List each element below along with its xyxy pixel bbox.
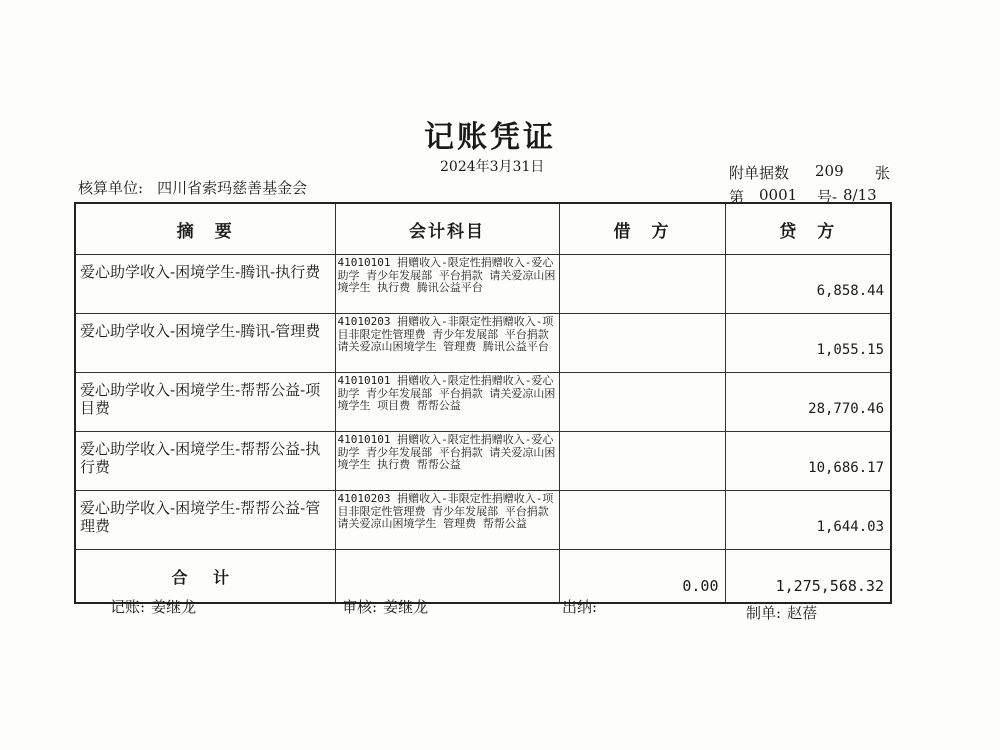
voucher-title: 记账凭证 [424,120,556,155]
row-debit [560,314,725,342]
attachment-label: 附单据数 [729,164,790,182]
row-subject: 41010101 捐赠收入-限定性捐赠收入-爱心助学 青少年发展部 平台捐款 请关爱凉山困境学生 执行费 帮帮公益 [337,433,556,471]
table-row [75,255,891,314]
total-debit: 0.00 [682,577,719,595]
row-credit: 28,770.46 [808,401,884,417]
table-row [75,314,891,373]
total-row [75,550,891,604]
cashier-signature [562,596,603,617]
table-row [75,373,891,432]
voucher-number-label: 第 [729,188,745,206]
attachment-number: 209 [815,162,844,180]
row-subject: 41010203 捐赠收入-非限定性捐赠收入-项目非限定性管理费 青少年发展部 平台捐款 请关爱凉山困境学生 管理费 腾讯公益平台 [337,315,554,353]
voucher-page-count: 8/13 [843,186,877,204]
bookkeeper-name: 姜继龙 [151,598,197,616]
voucher-number-suffix: 号- [817,188,838,206]
row-summary: 爱心助学收入-困境学生-腾讯-执行费 [80,263,321,281]
row-credit: 10,686.17 [808,460,884,476]
accounting-unit [78,177,307,198]
total-subject-empty [335,550,559,604]
attachment-count [729,162,899,183]
voucher-date: 2024年3月31日 [440,159,545,175]
voucher-number-value: 0001 [759,186,798,204]
row-debit [560,491,725,519]
header-subject: 会计科目 [335,203,559,255]
maker-name: 赵蓓 [787,604,818,622]
row-credit: 1,644.03 [816,519,884,535]
row-subject: 41010101 捐赠收入-限定性捐赠收入-爱心助学 青少年发展部 平台捐款 请关爱凉山困境学生 执行费 腾讯公益平台 [337,256,556,294]
row-credit: 6,858.44 [816,283,884,299]
row-subject: 41010203 捐赠收入-非限定性捐赠收入-项目非限定性管理费 青少年发展部 平台捐款 请关爱凉山困境学生 管理费 帮帮公益 [337,492,554,530]
row-summary: 爱心助学收入-困境学生-帮帮公益-管理费 [80,499,321,535]
reviewer-name: 姜继龙 [383,598,429,616]
row-debit [560,373,725,401]
header-credit: 贷 方 [725,203,891,255]
attachment-unit: 张 [875,164,891,182]
total-credit: 1,275,568.32 [775,577,884,595]
maker-label: 制单: [746,604,782,622]
header-summary: 摘 要 [75,203,335,255]
table-row [75,491,891,550]
reviewer-label: 审核: [342,598,378,616]
row-summary: 爱心助学收入-困境学生-帮帮公益-项目费 [80,381,321,417]
row-summary: 爱心助学收入-困境学生-腾讯-管理费 [80,322,321,340]
row-credit: 1,055.15 [816,342,884,358]
row-subject: 41010101 捐赠收入-限定性捐赠收入-爱心助学 青少年发展部 平台捐款 请关爱凉山困境学生 项目费 帮帮公益 [337,374,556,412]
row-debit [560,255,725,283]
cashier-label: 出纳: [562,598,598,616]
total-label: 合 计 [75,550,335,604]
row-summary: 爱心助学收入-困境学生-帮帮公益-执行费 [80,440,321,476]
reviewer-signature [342,596,428,617]
unit-value: 四川省索玛慈善基金会 [157,179,308,197]
unit-label: 核算单位: [78,179,144,197]
header-debit: 借 方 [559,203,725,255]
voucher-table [74,202,892,604]
table-header-row [75,203,891,255]
row-debit [560,432,725,460]
table-row [75,432,891,491]
bookkeeper-label: 记账: [110,598,146,616]
maker-signature [746,602,817,623]
bookkeeper-signature [110,596,196,617]
